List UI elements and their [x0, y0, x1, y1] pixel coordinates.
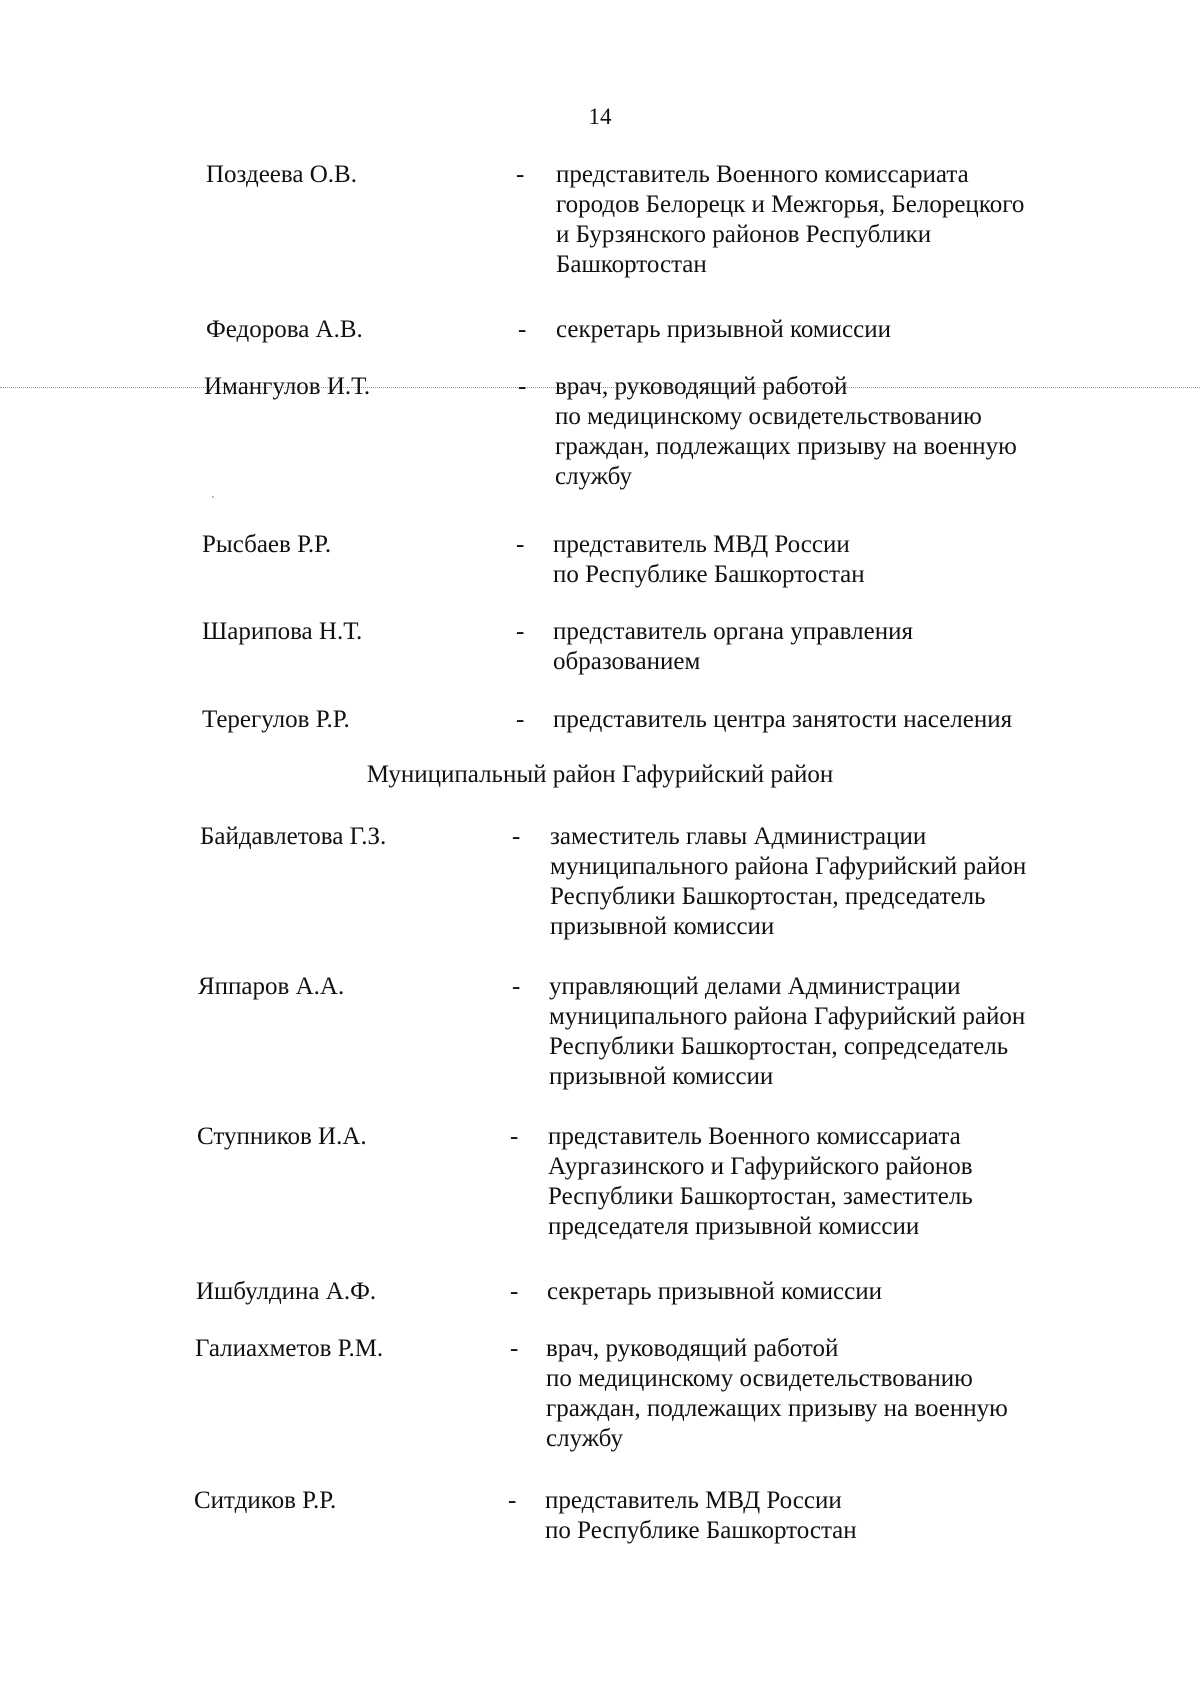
section-heading: Муниципальный район Гафурийский район — [366, 761, 834, 788]
member-dash: - — [508, 1487, 517, 1514]
member-name: Ступников И.А. — [197, 1123, 367, 1150]
member-role-line: призывной комиссии — [550, 913, 775, 940]
member-dash: - — [516, 531, 525, 558]
member-role-line: представитель МВД России — [553, 531, 850, 558]
member-role-line: граждан, подлежащих призыву на военную — [546, 1395, 1008, 1422]
member-name: Ситдиков Р.Р. — [194, 1487, 337, 1514]
member-role — [549, 972, 1025, 1092]
member-dash: - — [516, 161, 525, 188]
member-role-line: представитель центра занятости населения — [553, 706, 1013, 733]
member-name: Федорова А.В. — [206, 316, 363, 343]
member-role-line: представитель МВД России — [545, 1487, 842, 1514]
member-dash: - — [516, 706, 525, 733]
member-role-line: секретарь призывной комиссии — [547, 1278, 883, 1305]
member-role-line: и Бурзянского районов Республики — [556, 221, 932, 248]
member-role-line: городов Белорецк и Межгорья, Белорецкого — [556, 191, 1025, 218]
member-role — [550, 822, 1026, 942]
member-role — [555, 372, 1017, 492]
member-dash: - — [516, 618, 525, 645]
member-role-line: представитель Военного комиссариата — [548, 1123, 961, 1150]
member-role — [553, 617, 913, 677]
member-role-line: управляющий делами Администрации — [549, 973, 961, 1000]
member-name: Рысбаев Р.Р. — [202, 531, 332, 558]
member-name: Байдавлетова Г.З. — [200, 823, 387, 850]
member-name: Терегулов Р.Р. — [202, 706, 350, 733]
member-dash: - — [512, 973, 521, 1000]
member-dash: - — [518, 316, 527, 343]
member-dash: - — [510, 1335, 519, 1362]
member-role-line: по Республике Башкортостан — [545, 1517, 857, 1544]
member-role-line: службу — [546, 1425, 623, 1452]
member-role — [553, 705, 1012, 735]
member-role — [545, 1486, 857, 1546]
member-role-line: Республики Башкортостан, председатель — [550, 883, 986, 910]
member-role-line: граждан, подлежащих призыву на военную — [555, 433, 1017, 460]
member-role-line: врач, руководящий работой — [555, 373, 848, 400]
member-role-line: врач, руководящий работой — [546, 1335, 839, 1362]
member-name: Галиахметов Р.М. — [195, 1335, 384, 1362]
member-name: Шарипова Н.Т. — [202, 618, 363, 645]
member-role-line: заместитель главы Администрации — [550, 823, 927, 850]
member-name: Яппаров А.А. — [198, 973, 345, 1000]
member-role-line: Республики Башкортостан, заместитель — [548, 1183, 973, 1210]
member-name: Имангулов И.Т. — [204, 373, 371, 400]
member-role-line: призывной комиссии — [549, 1063, 774, 1090]
member-dash: - — [510, 1123, 519, 1150]
member-role-line: представитель Военного комиссариата — [556, 161, 969, 188]
member-role-line: муниципального района Гафурийский район — [549, 1003, 1026, 1030]
member-role-line: председателя призывной комиссии — [548, 1213, 920, 1240]
member-role — [556, 315, 891, 345]
member-role-line: секретарь призывной комиссии — [556, 316, 892, 343]
member-dash: - — [512, 823, 521, 850]
member-role-line: по медицинскому освидетельствованию — [546, 1365, 973, 1392]
member-role — [556, 160, 1024, 280]
member-role-line: Республики Башкортостан, сопредседатель — [549, 1033, 1009, 1060]
page-number: 14 — [588, 104, 612, 129]
member-role-line: Башкортостан — [556, 251, 707, 278]
member-name: Поздеева О.В. — [206, 161, 357, 188]
member-name: Ишбулдина А.Ф. — [196, 1278, 377, 1305]
member-role-line: образованием — [553, 648, 701, 675]
member-role-line: Аургазинского и Гафурийского районов — [548, 1153, 973, 1180]
member-role — [553, 530, 865, 590]
member-role — [547, 1277, 882, 1307]
member-role — [548, 1122, 973, 1242]
member-role-line: службу — [555, 463, 632, 490]
member-role-line: муниципального района Гафурийский район — [550, 853, 1027, 880]
member-role-line: представитель органа управления — [553, 618, 913, 645]
member-dash: - — [518, 373, 527, 400]
scan-speck — [212, 496, 214, 498]
member-role — [546, 1334, 1008, 1454]
member-dash: - — [510, 1278, 519, 1305]
member-role-line: по Республике Башкортостан — [553, 561, 865, 588]
member-role-line: по медицинскому освидетельствованию — [555, 403, 982, 430]
